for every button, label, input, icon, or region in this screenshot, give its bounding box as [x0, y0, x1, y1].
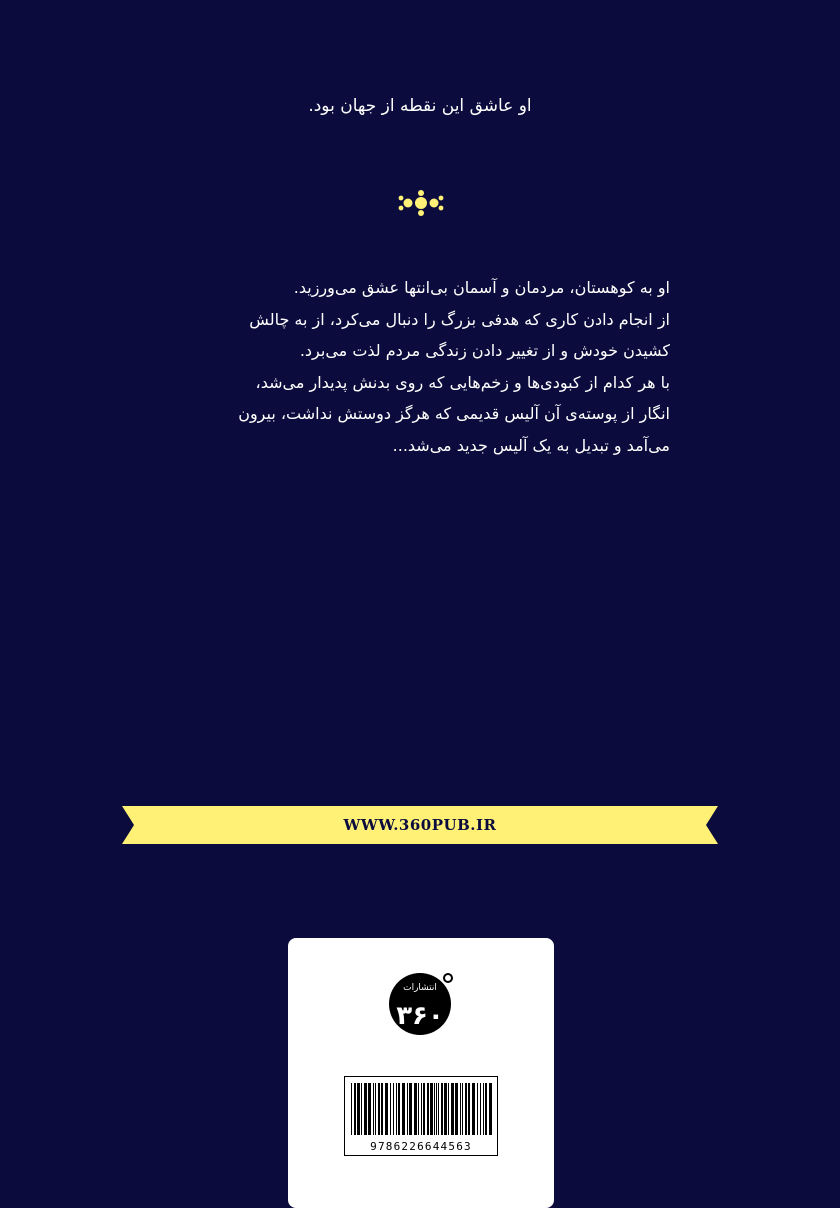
- barcode-bar: [414, 1083, 417, 1135]
- blurb-line: از انجام دادن کاری که هدفی بزرگ را دنبال می‌کرد، از به چالش: [249, 309, 670, 329]
- barcode-bar: [398, 1083, 400, 1135]
- barcode-bar: [402, 1083, 405, 1135]
- website-ribbon: [122, 806, 718, 844]
- barcode-bar: [354, 1083, 356, 1135]
- blurb-line: او به کوهستان، مردمان و آسمان بی‌انتها عشق می‌ورزید.: [293, 278, 670, 297]
- barcode-bar: [357, 1083, 360, 1135]
- blurb-line: می‌آمد و تبدیل به یک آلیس جدید می‌شد...: [392, 435, 670, 455]
- blurb-line: انگار از پوسته‌ی آن آلیس قدیمی که هرگز دوستش نداشت، بیرون: [238, 404, 670, 423]
- barcode-bar: [390, 1083, 391, 1135]
- barcode: [344, 1076, 498, 1156]
- website-url[interactable]: WWW.360PUB.IR: [343, 816, 497, 834]
- barcode-bar: [381, 1083, 383, 1135]
- barcode-bar: [418, 1083, 419, 1135]
- barcode-bar: [396, 1083, 397, 1135]
- barcode-bar: [423, 1083, 425, 1135]
- barcode-bar: [468, 1083, 470, 1135]
- barcode-bar: [385, 1083, 388, 1135]
- barcode-bar: [373, 1083, 374, 1135]
- barcode-bar: [441, 1083, 443, 1135]
- barcode-bar: [364, 1083, 367, 1135]
- blurb-line: کشیدن خودش و از تغییر دادن زندگی مردم لذت می‌برد.: [299, 341, 670, 360]
- isbn-number: 9786226644563: [370, 1140, 472, 1153]
- barcode-bar: [462, 1083, 463, 1135]
- barcode-bar: [472, 1083, 475, 1135]
- barcode-bar: [407, 1083, 408, 1135]
- barcode-bar: [485, 1083, 487, 1135]
- barcode-bar: [480, 1083, 481, 1135]
- blurb-line: با هر کدام از کبودی‌ها و زخم‌هایی که روی بدنش پدیدار می‌شد،: [255, 372, 670, 392]
- barcode-bar: [434, 1083, 435, 1135]
- barcode-bars-icon: [351, 1083, 493, 1135]
- barcode-bar: [477, 1083, 478, 1135]
- publisher-name: انتشارات: [403, 983, 437, 993]
- publisher-mark: ۳۶۰: [396, 1001, 444, 1031]
- barcode-bar: [455, 1083, 458, 1135]
- barcode-bar: [351, 1083, 352, 1135]
- barcode-bar: [448, 1083, 449, 1135]
- barcode-bar: [361, 1083, 362, 1135]
- barcode-bar: [393, 1083, 394, 1135]
- publisher-panel: [288, 938, 554, 1208]
- barcode-bar: [451, 1083, 454, 1135]
- barcode-bar: [368, 1083, 371, 1135]
- blurb-text: [170, 272, 670, 461]
- barcode-bar: [444, 1083, 447, 1135]
- barcode-bar: [436, 1083, 437, 1135]
- barcode-bar: [427, 1083, 429, 1135]
- barcode-bar: [378, 1083, 380, 1135]
- barcode-bar: [483, 1083, 484, 1135]
- barcode-bar: [375, 1083, 376, 1135]
- ornament-icon: [398, 188, 444, 218]
- barcode-bar: [421, 1083, 422, 1135]
- barcode-bar: [489, 1083, 492, 1135]
- barcode-bar: [430, 1083, 433, 1135]
- barcode-bar: [438, 1083, 439, 1135]
- barcode-bar: [409, 1083, 412, 1135]
- tagline: او عاشق این نقطه از جهان بود.: [308, 96, 532, 116]
- barcode-bar: [465, 1083, 467, 1135]
- publisher-logo-icon: [386, 966, 458, 1038]
- barcode-bar: [460, 1083, 461, 1135]
